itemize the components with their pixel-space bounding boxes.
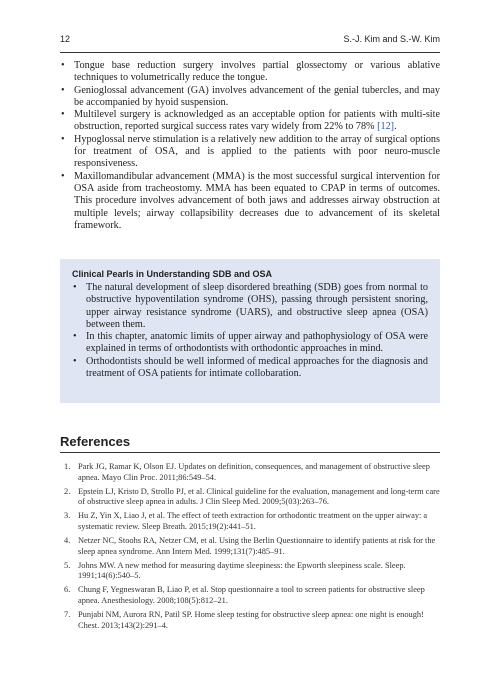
pearls-list: [72, 282, 428, 380]
citation-link[interactable]: [12]: [377, 121, 395, 133]
bullet-item: [60, 60, 440, 85]
reference-text: Hu Z, Yin X, Liao J, et al. The effect of teeth extraction for orthodontic treatment on the upper airway: a systematic review. Sleep Breath. 2015;19(2):441–51.: [78, 511, 428, 531]
reference-text: Johns MW. A new method for measuring daytime sleepiness: the Epworth sleepiness scale. Sleep. 1991;14(6):540–5.: [78, 560, 406, 581]
bullet-item: [60, 109, 440, 134]
reference-number: 5.: [64, 560, 71, 570]
page-number: 12: [60, 34, 71, 44]
reference-text: Park JG, Ramar K, Olson EJ. Updates on definition, consequences, and management of obstructive sleep apnea. Mayo Clin Proc. 2011;86:549–54.: [78, 462, 430, 482]
pearl-item: • Orthodontists should be well informed of medical approaches for the diagnosis and treatment of OSA patients for intimate collobaration.: [72, 356, 428, 381]
reference-item: [60, 536, 440, 557]
pearl-item: • The natural development of sleep disordered breathing (SDB) goes from normal to obstructive hypoventilation syndrome (OHS), passing through persistent snoring, upper airway resistance syndrome (UARS), and obstructive sleep apnea (OSA) between them.: [72, 282, 428, 331]
bullet-text-end: .: [394, 121, 397, 133]
header-rule: [60, 52, 440, 53]
reference-number: 7.: [64, 610, 71, 620]
pearls-title: Clinical Pearls in Understanding SDB and OSA: [72, 269, 273, 279]
reference-text: Punjabi NM, Aurora RN, Patil SP. Home sleep testing for obstructive sleep apnea: one night is enough! Chest. 2013;143(2):291–4.: [78, 610, 424, 630]
reference-number: 2.: [64, 486, 71, 496]
reference-number: 3.: [64, 511, 71, 521]
reference-number: 4.: [64, 536, 71, 546]
references-rule: [60, 452, 440, 453]
running-header: [60, 34, 440, 50]
reference-number: 1.: [64, 462, 71, 471]
bullet-text: Hypoglossal nerve stimulation is a relatively new addition to the array of surgical options for treatment of OSA, and is applied to the patients with poor neuro-muscle responsiveness.: [74, 133, 440, 170]
reference-text: Chung F, Yegneswaran B, Liao P, et al. Stop questionnaire a tool to screen patients for obstructive sleep apnea. Anesthesiology. 2008;108(5):812–21.: [78, 585, 425, 606]
bullet-item: [60, 134, 440, 171]
reference-item: [60, 487, 440, 508]
reference-item: [60, 462, 440, 483]
reference-text: Epstein LJ, Kristo D, Strollo PJ, et al. Clinical guideline for the evaluation, management and long-term care of obstructive sleep apnea in adults. J Clin Sleep Med. 2009;5(03):263–76.: [78, 486, 440, 507]
reference-text: Netzer NC, Stoohs RA, Netzer CM, et al. Using the Berlin Questionnaire to identify patients at risk for the sleep apnea syndrome. Ann Intern Med. 1999;131(7):485–91.: [78, 536, 436, 556]
bullet-item: [60, 171, 440, 232]
reference-item: [60, 561, 440, 582]
bullet-item: [60, 85, 440, 110]
clinical-pearls-box: [60, 259, 440, 403]
bullet-text: Multilevel surgery is acknowledged as an acceptable option for patients with multi-site obstruction, reported surgical success rates vary widely from 22% to 78%: [74, 109, 440, 133]
reference-number: 6.: [64, 585, 71, 595]
running-head-authors: S.-J. Kim and S.-W. Kim: [343, 34, 440, 44]
bullet-text: Maxillomandibular advancement (MMA) is the most successful surgical intervention for OSA aside from tracheostomy. MMA has been equated to CPAP in terms of outcomes. This procedure involves advancement of both jaws and addresses airway obstruction at multiple levels; airway collapsibility decreases due to advancement of its skeletal framework.: [74, 170, 440, 231]
pearl-item: • In this chapter, anatomic limits of upper airway and pathophysiology of OSA were explained in terms of orthodontists with orthodontic approaches in mind.: [72, 331, 428, 356]
bullet-text: Genioglossal advancement (GA) involves advancement of the genial tubercles, and may be accompanied by hyoid suspension.: [74, 84, 440, 108]
bullet-text: Tongue base reduction surgery involves partial glossectomy or various ablative techniques to volumetrically reduce the tongue.: [74, 60, 440, 84]
reference-item: [60, 585, 440, 606]
reference-item: [60, 610, 440, 631]
reference-item: [60, 511, 440, 532]
references-list: [60, 462, 440, 635]
surgical-options-list: [60, 60, 440, 232]
references-heading: References: [60, 434, 131, 449]
